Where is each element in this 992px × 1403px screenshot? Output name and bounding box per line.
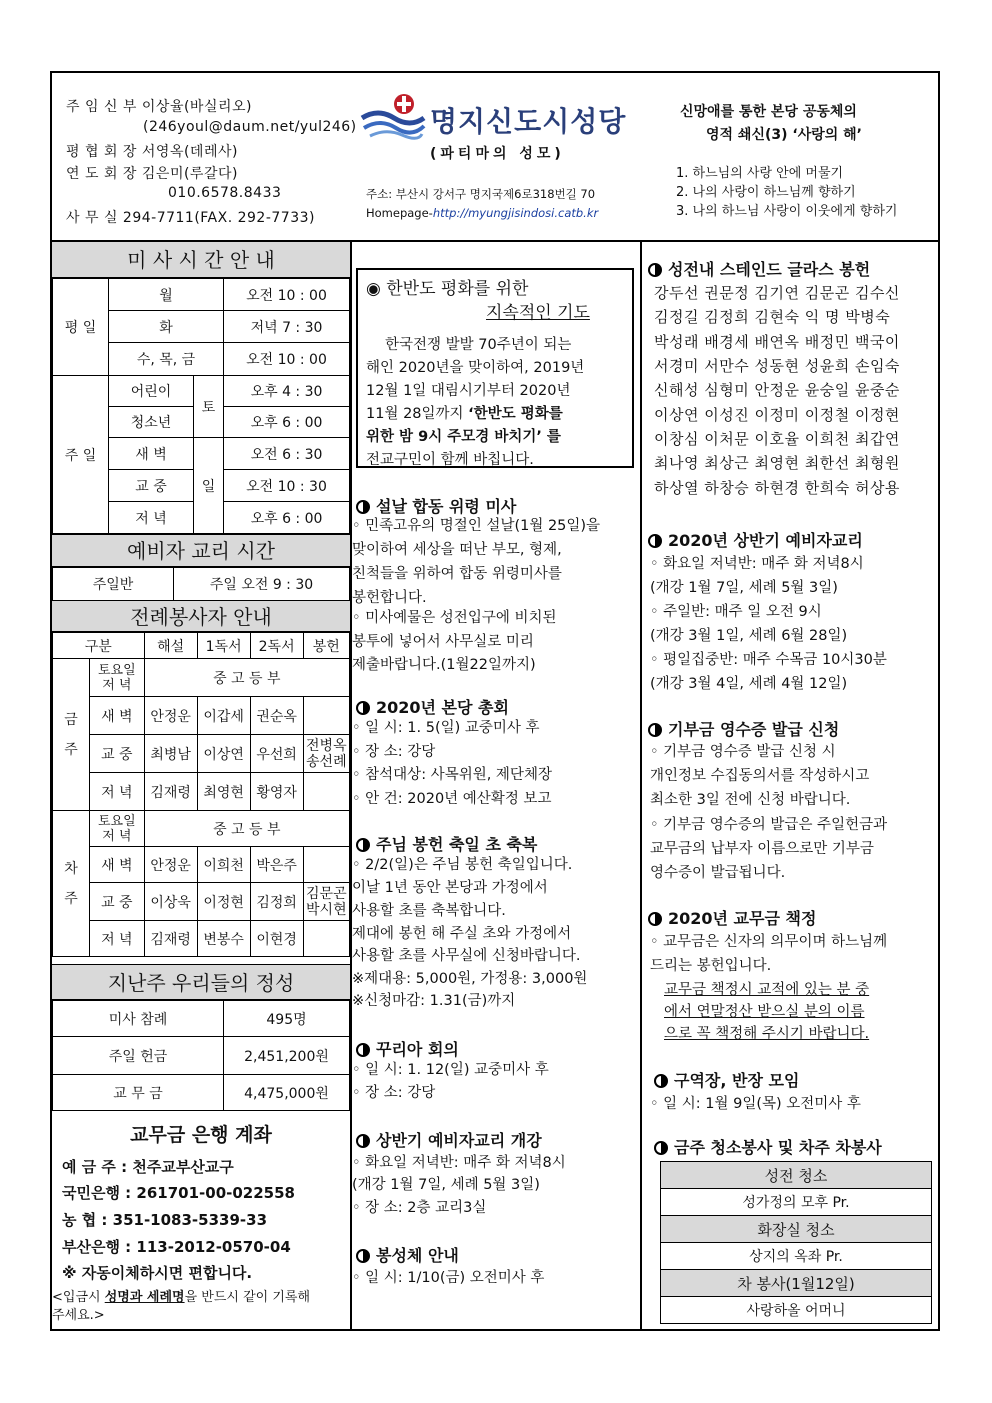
liturgy-cell: 이상욱 — [144, 883, 197, 921]
section-line: ◦ 주일반: 매주 일 오전 9시 — [650, 604, 822, 620]
section-title-text: 기부금 영수증 발급 신청 — [668, 720, 840, 739]
liturgy-cell: 박은주 — [250, 847, 303, 883]
liturgy-cell — [303, 921, 349, 957]
legion-president-line: 연 도 회 장 김은미(루갈다) — [66, 166, 238, 182]
homepage-link[interactable]: http://myungjisindosi.catb.kr — [432, 206, 599, 220]
liturgy-cell: 황영자 — [250, 773, 303, 811]
parish-name: 명지신도시성당 — [430, 105, 627, 138]
section-title — [648, 528, 863, 551]
sunday-day-label: 일 — [194, 438, 224, 534]
half-circle-icon — [648, 534, 662, 548]
bank-line: 예 금 주 : 천주교부산교구 — [62, 1158, 234, 1176]
mass-time: 오전 10 : 30 — [224, 470, 350, 502]
donor-line: 이창심 이처문 이호율 이희천 최갑연 — [654, 430, 900, 448]
section-title — [648, 906, 816, 929]
prayer-title-2: 지속적인 기도 — [486, 303, 590, 323]
section-line: ◦ 일 시: 1월 9일(목) 오전미사 후 — [650, 1096, 861, 1112]
offerings-table — [52, 1000, 350, 1111]
section-line: (개강 1월 7일, 세례 5월 3일) — [650, 580, 838, 596]
section-line: 사용할 초를 축복합니다. — [352, 903, 506, 919]
section-line: ◦ 안 건: 2020년 예산확정 보고 — [352, 791, 552, 807]
section-line: ◦ 2/2(일)은 주님 봉헌 축일입니다. — [352, 857, 573, 873]
half-circle-icon — [648, 912, 662, 926]
section-line: 이날 1년 동안 본당과 가정에서 — [352, 880, 548, 896]
section-underlined-line: 으로 꼭 책정해 주시기 바랍니다. — [664, 1026, 870, 1042]
liturgy-cell: 김정희 — [250, 883, 303, 921]
section-line: 제대에 봉헌 해 주실 초와 가정에서 — [352, 926, 572, 942]
donor-line: 박성래 배경세 배연옥 배정민 백국이 — [654, 333, 900, 351]
cleaning-header: 화장실 청소 — [661, 1216, 932, 1243]
donor-line: 이상연 이성진 이정미 이정철 이정현 — [654, 406, 900, 424]
deposit-note — [52, 1286, 310, 1305]
section-line: ※제대용: 5,000원, 가정용: 3,000원 — [352, 971, 588, 987]
cleaning-title — [654, 1135, 882, 1158]
pastor-email: (246youl@daum.net/yul246) — [143, 119, 357, 135]
council-president-line: 평 협 회 장 서영옥(데레사) — [66, 144, 238, 160]
section-line: (개강 3월 4일, 세례 4월 12일) — [650, 676, 848, 692]
liturgy-slot: 토요일 저 녁 — [90, 811, 145, 847]
mass-name: 청소년 — [109, 407, 194, 438]
saturday-label: 토 — [194, 376, 224, 438]
prayer-line: 12월 1일 대림시기부터 2020년 — [366, 383, 571, 399]
offering-label: 주일 헌금 — [53, 1037, 224, 1075]
offering-value: 4,475,000원 — [224, 1075, 350, 1111]
section-line: 최소한 3일 전에 신청 바랍니다. — [650, 792, 851, 808]
mass-day: 월 — [109, 279, 224, 311]
prayer-title-1: ◉ 한반도 평화를 위한 — [366, 279, 529, 299]
catechumen-table — [52, 567, 350, 601]
section-title-text: 설날 합동 위령 미사 — [376, 497, 517, 516]
section-line: ◦ 참석대상: 사목위원, 제단체장 — [352, 767, 552, 783]
donor-line: 강두선 권문정 김기연 김문곤 김수신 — [654, 284, 900, 302]
theme-line-1: 신망애를 통한 본당 공동체의 — [680, 104, 857, 120]
deposit-note-suffix: 을 반드시 같이 기록해 — [184, 1290, 310, 1305]
donor-line: 하상열 하창승 하현경 한희숙 허상용 — [654, 479, 900, 497]
theme-item: 1. 하느님의 사랑 안에 머물기 — [676, 166, 844, 181]
section-line: 맞이하여 세상을 떠난 부모, 형제, — [352, 542, 562, 558]
section-underlined-line: 교무금 책정시 교적에 있는 분 중 — [664, 982, 870, 998]
liturgy-cell — [303, 847, 349, 883]
section-line: 봉헌합니다. — [352, 590, 427, 606]
mass-times-table — [52, 278, 350, 534]
section-line: (개강 3월 1일, 세례 6월 28일) — [650, 628, 848, 644]
offering-label: 교 무 금 — [53, 1075, 224, 1111]
liturgy-cell: 이정현 — [197, 883, 250, 921]
cleaning-group: 성가정의 모후 Pr. — [661, 1189, 932, 1216]
mass-times-title: 미 사 시 간 안 내 — [52, 242, 350, 278]
liturgy-header: 봉헌 — [303, 633, 349, 659]
deposit-note-bold: 성명과 세례명 — [104, 1290, 185, 1305]
section-title-text: 2020년 상반기 예비자교리 — [668, 531, 863, 550]
section-title — [654, 1068, 799, 1091]
donor-line: 최나영 최상근 최영현 최한선 최형원 — [654, 454, 900, 472]
liturgy-header: 1독서 — [197, 633, 250, 659]
section-line: ◦ 일 시: 1/10(금) 오전미사 후 — [352, 1270, 545, 1286]
section-line: ◦ 일 시: 1. 12(일) 교중미사 후 — [352, 1062, 549, 1078]
liturgy-cell: 이희천 — [197, 847, 250, 883]
section-line: ◦ 민족고유의 명절인 설날(1월 25일)을 — [352, 518, 601, 534]
cleaning-header: 성전 청소 — [661, 1162, 932, 1189]
section-title — [356, 1037, 459, 1060]
prayer-line — [366, 403, 563, 427]
half-circle-icon — [654, 1141, 668, 1155]
half-circle-icon — [356, 1134, 370, 1148]
theme-item: 2. 나의 사랑이 하느님께 향하기 — [676, 185, 856, 200]
section-line: 교무금의 납부자 이름으로만 기부금 — [650, 841, 874, 857]
catechumen-time: 주일 오전 9 : 30 — [174, 568, 350, 601]
section-title — [356, 494, 516, 517]
liturgy-table — [52, 632, 350, 957]
mass-time: 오후 6 : 00 — [224, 502, 350, 534]
section-title-text: 꾸리아 회의 — [376, 1040, 459, 1059]
section-title-text: 봉성체 안내 — [376, 1246, 459, 1265]
auto-transfer-note: ※ 자동이체하시면 편합니다. — [62, 1264, 253, 1282]
half-circle-icon — [648, 263, 662, 277]
donor-line: 김정길 김정희 김현숙 익 명 박병숙 — [654, 308, 891, 326]
section-title-text: 구역장, 반장 모임 — [674, 1071, 800, 1090]
liturgy-cell: 김문곤 박시현 — [303, 883, 349, 921]
section-line: ◦ 미사예물은 성전입구에 비치된 — [352, 610, 557, 626]
liturgy-cell: 전병옥 송선례 — [303, 735, 349, 773]
section-line: ◦ 화요일 저녁반: 매주 화 저녁8시 — [650, 556, 864, 572]
section-underlined-line: 에서 연말정산 받으실 분의 이름 — [664, 1004, 865, 1020]
cleaning-table — [660, 1161, 932, 1324]
pastor-line: 주 임 신 부 이상율(바실리오) — [66, 99, 252, 115]
prayer-bold-part: ‘한반도 평화를 — [468, 406, 563, 422]
half-circle-icon — [356, 1043, 370, 1057]
section-line: ◦ 일 시: 1. 5(일) 교중미사 후 — [352, 720, 540, 736]
section-line: ◦ 기부금 영수증 발급 신청 시 — [650, 744, 836, 760]
parish-address: 주소: 부산시 강서구 명지국제6로318번길 70 — [366, 187, 596, 201]
deposit-note-line2: 주세요.> — [52, 1308, 105, 1323]
liturgy-cell: 이현경 — [250, 921, 303, 957]
liturgy-header: 해설 — [144, 633, 197, 659]
parish-patron: (파티마의 성모) — [430, 146, 565, 162]
mass-name: 어린이 — [109, 376, 194, 407]
liturgy-cell: 안정운 — [144, 697, 197, 735]
office-line: 사 무 실 294-7711(FAX. 292-7733) — [66, 210, 315, 226]
section-title-text: 금주 청소봉사 및 차주 차봉사 — [674, 1138, 882, 1157]
liturgy-cell: 이갑세 — [197, 697, 250, 735]
homepage-line — [366, 206, 598, 220]
liturgy-cell: 최병남 — [144, 735, 197, 773]
liturgy-slot: 저 녁 — [90, 921, 145, 957]
section-title — [356, 695, 509, 718]
section-line: 영수증이 발급됩니다. — [650, 865, 786, 881]
section-line: ※신청마감: 1.31(금)까지 — [352, 993, 516, 1009]
section-line: 드리는 봉헌입니다. — [650, 958, 772, 974]
prayer-line: 위한 밤 9시 주모경 바치기’ 를 — [366, 429, 561, 445]
liturgy-slot: 저 녁 — [90, 773, 145, 811]
liturgy-cell: 권순옥 — [250, 697, 303, 735]
half-circle-icon — [356, 1249, 370, 1263]
liturgy-cell: 김재령 — [144, 921, 197, 957]
section-title-text: 성전내 스테인드 글라스 봉헌 — [668, 260, 871, 279]
next-week-label: 차 주 — [53, 811, 90, 957]
cleaning-header: 차 봉사(1월12일) — [661, 1270, 932, 1297]
section-line: 제출바랍니다.(1월22일까지) — [352, 657, 536, 673]
section-line: ◦ 평일집중반: 매주 수목금 10시30분 — [650, 652, 887, 668]
offerings-title: 지난주 우리들의 정성 — [52, 964, 350, 1000]
section-title — [356, 1243, 459, 1266]
mass-name: 교 중 — [109, 470, 194, 502]
catechumen-title: 예비자 교리 시간 — [52, 534, 350, 567]
liturgy-title: 전례봉사자 안내 — [52, 600, 350, 632]
legion-president-phone: 010.6578.8433 — [168, 185, 282, 201]
prayer-line: 한국전쟁 발발 70주년이 되는 — [385, 337, 572, 353]
parish-logo-icon — [360, 92, 426, 140]
prayer-line: 전교구민이 함께 바칩니다. — [366, 452, 534, 468]
section-title-text: 2020년 교무금 책정 — [668, 909, 817, 928]
section-line: 사용할 초를 사무실에 신청바랍니다. — [352, 948, 581, 964]
mass-time: 오전 10 : 00 — [224, 279, 350, 311]
section-title — [648, 717, 839, 740]
half-circle-icon — [356, 838, 370, 852]
section-line: ◦ 장 소: 강당 — [352, 744, 436, 760]
section-line: ◦ 장 소: 강당 — [352, 1085, 436, 1101]
section-title — [356, 832, 537, 855]
offering-value: 2,451,200원 — [224, 1037, 350, 1075]
sunday-label: 주 일 — [53, 376, 109, 534]
mass-day: 화 — [109, 311, 224, 343]
section-title-text: 주님 봉헌 축일 초 축복 — [376, 835, 538, 854]
liturgy-cell: 안정운 — [144, 847, 197, 883]
bank-line: 농 협 : 351-1083-5339-33 — [62, 1211, 268, 1229]
cleaning-group: 상지의 옥좌 Pr. — [661, 1243, 932, 1270]
liturgy-slot: 교 중 — [90, 735, 145, 773]
section-title — [648, 257, 870, 280]
weekday-label: 평 일 — [53, 279, 109, 376]
section-line: ◦ 장 소: 2층 교리3실 — [352, 1200, 487, 1216]
mass-time: 저녁 7 : 30 — [224, 311, 350, 343]
offering-value: 495명 — [224, 1001, 350, 1037]
liturgy-cell: 이상연 — [197, 735, 250, 773]
bank-line: 부산은행 : 113-2012-0570-04 — [62, 1238, 291, 1256]
liturgy-header: 구분 — [53, 633, 145, 659]
prayer-line-part: 11월 28일까지 — [366, 406, 469, 422]
half-circle-icon — [356, 701, 370, 715]
liturgy-cell: 최영현 — [197, 773, 250, 811]
liturgy-cell — [303, 773, 349, 811]
prayer-line: 해인 2020년을 맞이하여, 2019년 — [366, 360, 585, 376]
liturgy-cell: 우선희 — [250, 735, 303, 773]
half-circle-icon — [648, 723, 662, 737]
theme-line-2: 영적 쇄신(3) ‘사랑의 해’ — [706, 127, 862, 143]
section-title-text: 2020년 본당 총회 — [376, 698, 509, 717]
liturgy-header: 2독서 — [250, 633, 303, 659]
this-week-label: 금 주 — [53, 659, 90, 811]
liturgy-slot: 새 벽 — [90, 697, 145, 735]
section-line: (개강 1월 7일, 세례 5월 3일) — [352, 1177, 540, 1193]
offering-label: 미사 참례 — [53, 1001, 224, 1037]
homepage-label: Homepage- — [366, 206, 433, 220]
liturgy-slot: 새 벽 — [90, 847, 145, 883]
half-circle-icon — [356, 500, 370, 514]
section-title — [356, 1128, 542, 1151]
section-line: 친척들을 위하여 합동 위령미사를 — [352, 566, 562, 582]
liturgy-cell — [303, 697, 349, 735]
mass-time: 오후 6 : 00 — [224, 407, 350, 438]
mass-time: 오전 6 : 30 — [224, 438, 350, 470]
catechumen-label: 주일반 — [53, 568, 174, 601]
section-line: ◦ 기부금 영수증의 발급은 주일헌금과 — [650, 817, 888, 833]
half-circle-icon — [654, 1074, 668, 1088]
deposit-note-prefix: <입금시 — [52, 1290, 105, 1305]
mass-name: 새 벽 — [109, 438, 194, 470]
liturgy-merged: 중 고 등 부 — [144, 659, 349, 697]
bank-title: 교무금 은행 계좌 — [130, 1124, 272, 1146]
section-line: 봉투에 넣어서 사무실로 미리 — [352, 634, 534, 650]
liturgy-slot: 토요일 저 녁 — [90, 659, 145, 697]
bank-line: 국민은행 : 261701-00-022558 — [62, 1184, 295, 1202]
theme-item: 3. 나의 하느님 사랑이 이웃에게 향하기 — [676, 204, 898, 219]
donor-line: 신해성 심형미 안정운 윤숭일 윤중순 — [654, 381, 900, 399]
mass-time: 오전 10 : 00 — [224, 343, 350, 376]
right-column-divider — [640, 241, 642, 1331]
mass-name: 저 녁 — [109, 502, 194, 534]
liturgy-cell: 김재령 — [144, 773, 197, 811]
donor-line: 서경미 서만수 성동현 성윤희 손임숙 — [654, 357, 900, 375]
liturgy-merged: 중 고 등 부 — [144, 811, 349, 847]
cleaning-group: 사랑하올 어머니 — [661, 1297, 932, 1324]
mass-time: 오후 4 : 30 — [224, 376, 350, 407]
mass-day: 수, 목, 금 — [109, 343, 224, 376]
section-title-text: 상반기 예비자교리 개강 — [376, 1131, 542, 1150]
section-line: ◦ 화요일 저녁반: 매주 화 저녁8시 — [352, 1155, 566, 1171]
liturgy-cell: 변봉수 — [197, 921, 250, 957]
liturgy-slot: 교 중 — [90, 883, 145, 921]
section-line: ◦ 교무금은 신자의 의무이며 하느님께 — [650, 934, 888, 950]
section-line: 개인정보 수집동의서를 작성하시고 — [650, 768, 870, 784]
